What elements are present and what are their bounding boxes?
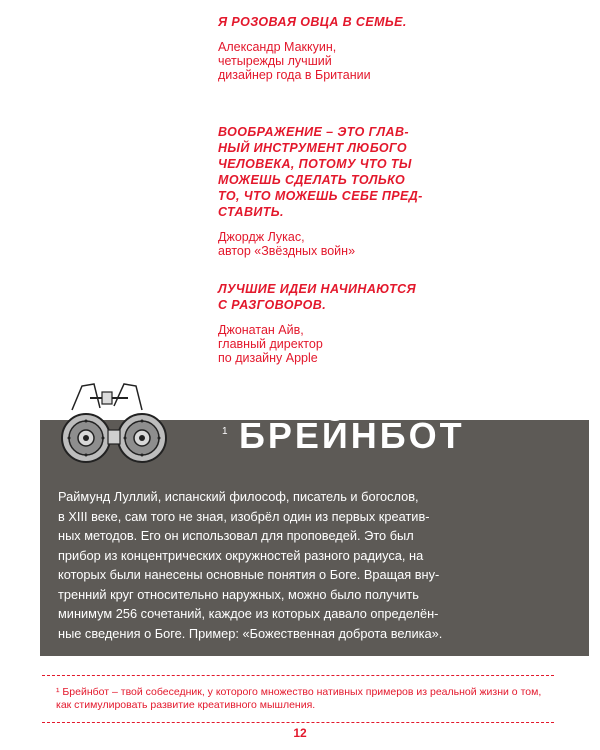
footnote-marker: 1 <box>222 426 228 437</box>
footnote-divider-top <box>42 675 554 676</box>
section-title: БРЕЙНБОТ <box>239 415 465 456</box>
body-line: которых были нанесены основные понятия о Боге. Вращая вну- <box>58 567 440 582</box>
quote-text <box>218 124 518 220</box>
quote-line: ЛУЧШИЕ ИДЕИ НАЧИНАЮТСЯ <box>218 282 417 296</box>
quote-block-1 <box>218 14 518 82</box>
quote-line: Я РОЗОВАЯ ОВЦА В СЕМЬЕ. <box>218 15 407 29</box>
quote-line: НЫЙ ИНСТРУМЕНТ ЛЮБОГО <box>218 141 408 155</box>
page-number: 12 <box>293 726 307 740</box>
footnote <box>56 686 556 712</box>
quote-author <box>218 230 518 258</box>
body-line: ных методов. Его он использовал для проповедей. Это был <box>58 528 414 543</box>
author-line: четырежды лучший <box>218 54 332 68</box>
quote-line: ТО, ЧТО МОЖЕШЬ СЕБЕ ПРЕД- <box>218 189 423 203</box>
binoculars-robot-icon <box>50 380 185 475</box>
author-line: по дизайну Apple <box>218 351 318 365</box>
section-body <box>58 487 558 643</box>
quote-line: ЧЕЛОВЕКА, ПОТОМУ ЧТО ТЫ <box>218 157 412 171</box>
quote-author <box>218 40 518 82</box>
footnote-divider-bottom <box>42 722 554 723</box>
author-line: Джордж Лукас, <box>218 230 305 244</box>
body-line: минимум 256 сочетаний, каждое из которых давало определён- <box>58 606 439 621</box>
quote-text <box>218 14 518 30</box>
quote-author <box>218 323 518 365</box>
body-line: тренний круг относительно наружных, можно было получить <box>58 586 419 602</box>
author-line: Александр Маккуин, <box>218 40 337 54</box>
author-line: главный директор <box>218 337 323 351</box>
author-line: автор «Звёздных войн» <box>218 244 356 258</box>
quote-block-3 <box>218 281 518 365</box>
quote-line: МОЖЕШЬ СДЕЛАТЬ ТОЛЬКО <box>218 173 406 187</box>
author-line: Джонатан Айв, <box>218 323 304 337</box>
quote-line: СТАВИТЬ. <box>218 205 284 219</box>
body-line: в XIII веке, сам того не зная, изобрёл один из первых креатив- <box>58 508 430 524</box>
footnote-line: как стимулировать развитие креативного мышления. <box>56 699 316 711</box>
quote-text <box>218 281 518 313</box>
quote-line: ВООБРАЖЕНИЕ – ЭТО ГЛАВ- <box>218 125 409 139</box>
body-line: Раймунд Луллий, испанский философ, писатель и богослов, <box>58 489 419 504</box>
quote-block-2 <box>218 124 518 258</box>
author-line: дизайнер года в Британии <box>218 68 371 82</box>
footnote-line: ¹ Брейнбот – твой собеседник, у которого множество нативных примеров из реальной жизни о том, <box>56 686 542 698</box>
quote-line: С РАЗГОВОРОВ. <box>218 298 327 312</box>
body-line: ные сведения о Боге. Пример: «Божественная доброта велика». <box>58 625 443 641</box>
body-line: прибор из концентрических окружностей разного радиуса, на <box>58 547 424 563</box>
